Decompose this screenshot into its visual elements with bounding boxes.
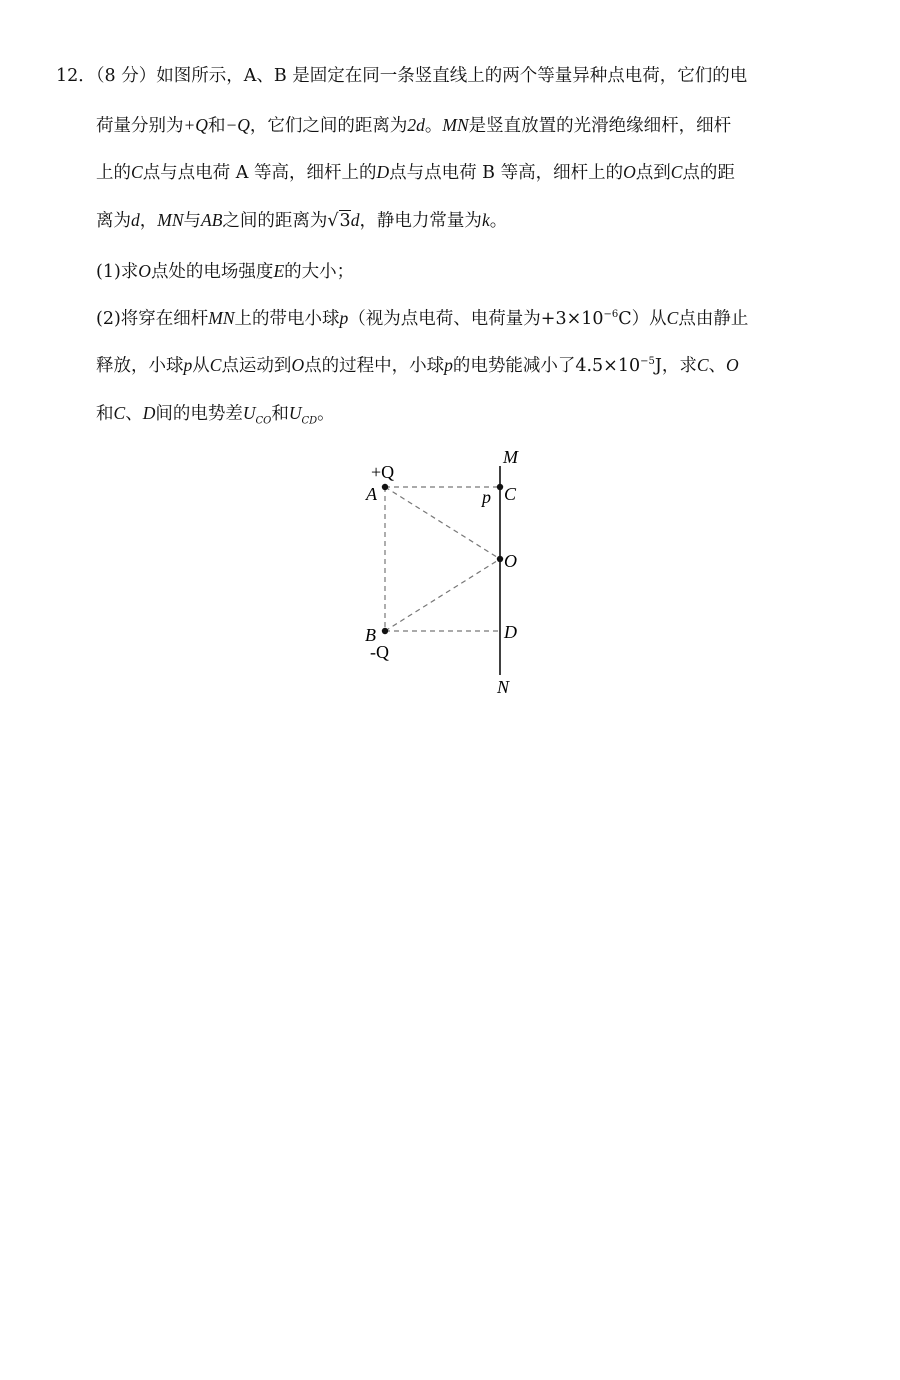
label-plus-q: +Q <box>371 462 395 482</box>
label-m: M <box>503 447 518 467</box>
question-line-3: 上的C点与点电荷 A 等高，细杆上的D点与点电荷 B 等高，细杆上的O点到C点的距 <box>96 162 735 183</box>
label-minus-q: -Q <box>370 642 389 662</box>
label-p: p <box>482 487 491 507</box>
point-c <box>497 484 503 490</box>
label-o: O <box>504 551 517 571</box>
question-points: （8 分） <box>95 66 157 86</box>
question-part-2-line-2: 释放，小球p从C点运动到O点的过程中，小球p的电势能减小了$4.5\times 10^{-5}J$，求C、O <box>96 355 739 376</box>
point-a <box>382 484 388 490</box>
dashed-line-bo <box>385 559 500 631</box>
question-line-1: 12．（8 分）如图所示，A、B 是固定在同一条竖直线上的两个等量异种点电荷，它们的电 <box>56 66 748 86</box>
label-d: D <box>504 622 517 642</box>
sqrt-expression: √3 <box>327 211 351 231</box>
question-part-2: (2)将穿在细杆MN上的带电小球p（视为点电荷、电荷量为$+3\times 10^{-6}C$）从C点由静止 <box>96 308 749 329</box>
question-number: 12． <box>56 66 96 86</box>
question-line-4: 离为d，MN与AB之间的距离为√3d，静电力常量为k。 <box>96 210 508 231</box>
label-c: C <box>504 484 517 504</box>
label-n: N <box>497 677 510 697</box>
point-b <box>382 628 388 634</box>
question-part-1: (1)求O点处的电场强度E的大小； <box>96 261 355 282</box>
point-o <box>497 556 503 562</box>
label-b: B <box>365 625 376 645</box>
label-a: A <box>366 484 377 504</box>
question-line-2: 荷量分别为+Q和−Q，它们之间的距离为2d。MN是竖直放置的光滑绝缘细杆，细杆 <box>96 115 732 136</box>
question-part-2-line-3: 和C、D间的电势差$U_{CO}$和$U_{CD}$。 <box>96 403 335 427</box>
